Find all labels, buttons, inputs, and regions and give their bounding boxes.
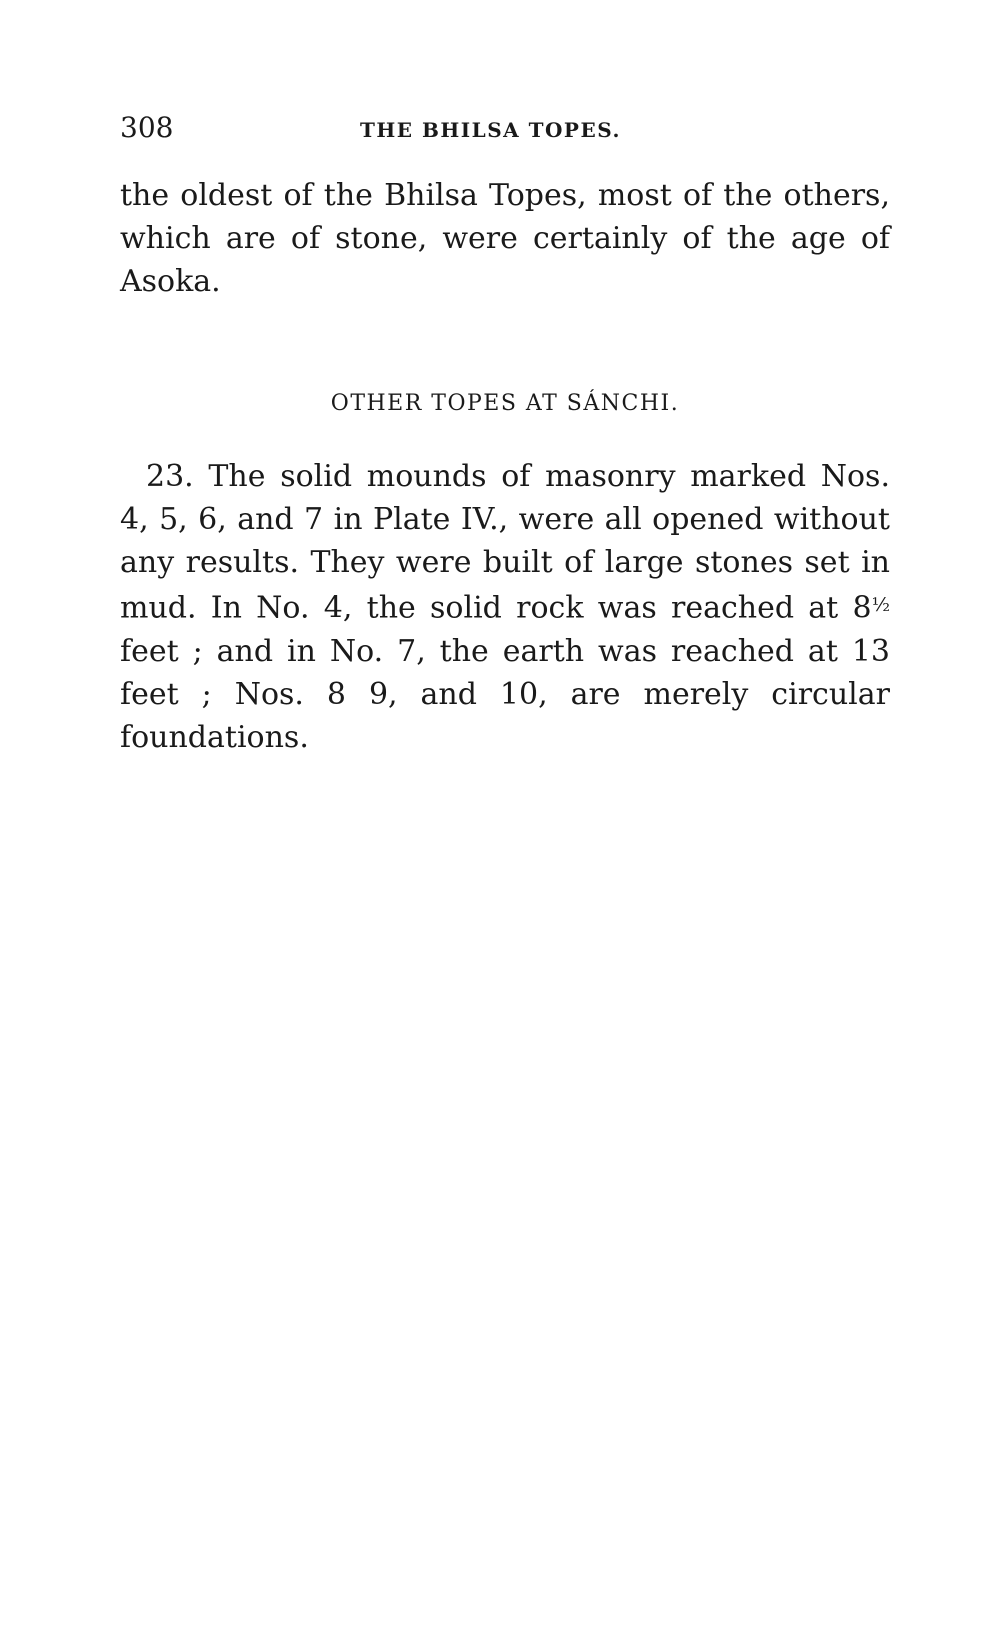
paragraph-text-after-fraction: feet ; and in No. 7, the earth was reached at 13 feet ; Nos. 8 9, and 10, are merely circular foundations. xyxy=(120,633,890,755)
paragraph-section-23 xyxy=(120,455,890,759)
paragraph-continuation: the oldest of the Bhilsa Topes, most of the others, which are of stone, were certainly of the age of Asoka. xyxy=(120,178,890,299)
paragraph-text-before-fraction: 23. The solid mounds of masonry marked Nos. 4, 5, 6, and 7 in Plate IV., were all opened without any results. They were built of large stones set in mud. In No. 4, the solid rock was reached at 8 xyxy=(120,459,890,626)
running-header xyxy=(120,108,890,148)
section-heading: OTHER TOPES AT SÁNCHI. xyxy=(330,391,680,416)
page-number: 308 xyxy=(120,111,174,144)
fraction-half: ½ xyxy=(871,594,890,616)
running-title: THE BHILSA TOPES. xyxy=(360,118,621,142)
